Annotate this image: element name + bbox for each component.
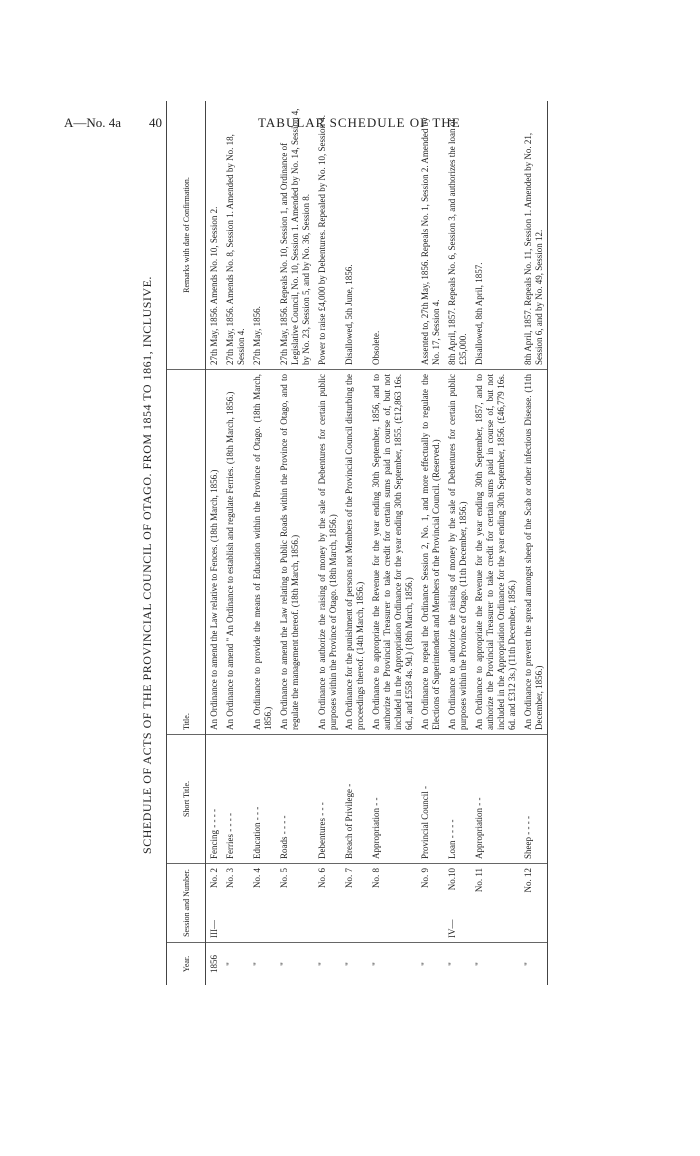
- cell-session: [206, 864, 223, 943]
- cell-title: An Ordinance to amend the Law relating to Public Roads within the Province of Otago, and to regulate the management thereof. (18th March, 1856.): [276, 370, 314, 735]
- cell-session: [471, 864, 520, 943]
- table-header-row: [167, 101, 206, 985]
- table-row: [520, 101, 548, 985]
- cell-remarks: Power to raise £4,000 by Debentures. Repealed by No. 10, Session 4.: [314, 101, 341, 370]
- session-number: IV—: [447, 919, 457, 938]
- cell-title: An Ordinance to provide the means of Education within the Province of Otago. (18th March, 1856.): [249, 370, 276, 735]
- cell-title: An Ordinance to authorize the raising of money by the sale of Debentures for certain public purposes within the Province of Otago. (18th March, 1856.): [314, 370, 341, 735]
- table-row: [314, 101, 341, 985]
- cell-year: ": [279, 962, 289, 966]
- ordinance-number: No. 12: [523, 868, 533, 893]
- cell-session: [314, 864, 341, 943]
- cell-year: ": [225, 962, 235, 966]
- cell-year: ": [317, 962, 327, 966]
- cell-session: [222, 864, 249, 943]
- cell-short-title: Roads - - - -: [276, 735, 314, 864]
- cell-year: ": [474, 962, 484, 966]
- cell-remarks: 27th May, 1856. Repeals No. 10, Session 1, and Ordinance of Legislative Council, No. 10, Session 1. Amended by No. 14, Session 4, by No. 23, Session 5, and by No. 36, Session 8.: [276, 101, 314, 370]
- table-row: [206, 101, 223, 985]
- cell-short-title: Ferries - - - -: [222, 735, 249, 864]
- cell-title: An Ordinance to authorize the raising of money by the sale of Debentures for certain public purposes within the Province of Otago. (11th December, 1856.): [444, 370, 471, 735]
- running-title: TABULAR SCHEDULE OF THE: [258, 115, 461, 130]
- ordinance-number: No. 8: [371, 868, 381, 888]
- col-remarks: Remarks with date of Confirmation.: [167, 101, 206, 370]
- ordinance-number: No. 11: [474, 868, 484, 893]
- cell-session: [368, 864, 417, 943]
- cell-remarks: Disallowed, 8th April, 1857.: [471, 101, 520, 370]
- cell-remarks: 27th May, 1856. Amends No. 8, Session 1. Amended by No. 18, Session 4.: [222, 101, 249, 370]
- cell-short-title: Appropriation - -: [471, 735, 520, 864]
- cell-short-title: Sheep - - - -: [520, 735, 548, 864]
- table-row: [341, 101, 368, 985]
- cell-remarks: Disallowed, 5th June, 1856.: [341, 101, 368, 370]
- table-row: [417, 101, 444, 985]
- table-row: [249, 101, 276, 985]
- cell-year: ": [252, 962, 262, 966]
- cell-remarks: Assented to, 27th May, 1856. Repeals No. 1, Session 2. Amended by No. 17, Session 4.: [417, 101, 444, 370]
- cell-session: [417, 864, 444, 943]
- cell-title: An Ordinance to amend " An Ordinance to establish and regulate Ferries. (18th March, 1856.): [222, 370, 249, 735]
- ordinance-number: No. 5: [279, 868, 289, 888]
- schedule-caption: SCHEDULE OF ACTS OF THE PROVINCIAL COUNCIL OF OTAGO. FROM 1854 TO 1861, INCLUSIVE.: [140, 276, 154, 854]
- cell-remarks: 27th May, 1856.: [249, 101, 276, 370]
- cell-year: ": [371, 962, 381, 966]
- cell-session: [341, 864, 368, 943]
- cell-short-title: Breach of Privilege -: [341, 735, 368, 864]
- ordinance-number: No. 4: [252, 868, 262, 888]
- cell-session: [276, 864, 314, 943]
- cell-short-title: Appropriation - -: [368, 735, 417, 864]
- cell-session: [520, 864, 548, 943]
- cell-title: An Ordinance to prevent the spread amongst sheep of the Scab or other infectious Disease. (11th December, 1856.): [520, 370, 548, 735]
- cell-year: 1856: [209, 955, 219, 973]
- document-reference: A—No. 4a: [64, 115, 122, 130]
- col-title: Title.: [167, 370, 206, 735]
- cell-short-title: Loan - - - -: [444, 735, 471, 864]
- col-year: Year.: [167, 943, 206, 986]
- table-body: [206, 101, 548, 985]
- ordinance-number: No. 9: [420, 868, 430, 888]
- cell-year: ": [520, 943, 548, 986]
- ordinance-number: No. 6: [317, 868, 327, 888]
- cell-short-title: Education - - -: [249, 735, 276, 864]
- ordinance-number: No. 2: [209, 868, 219, 888]
- col-short-title: Short Title.: [167, 735, 206, 864]
- cell-year: ": [344, 962, 354, 966]
- table-row: [276, 101, 314, 985]
- col-session: Session and Number.: [167, 864, 206, 943]
- cell-short-title: Debentures - - -: [314, 735, 341, 864]
- session-number: III—: [209, 920, 219, 938]
- cell-session: [249, 864, 276, 943]
- cell-short-title: Provincial Council -: [417, 735, 444, 864]
- table-row: [368, 101, 417, 985]
- ordinance-number: No. 3: [225, 868, 235, 888]
- cell-remarks: 8th April, 1857. Repeals No. 6, Session 3, and authorizes the loan of £35,000.: [444, 101, 471, 370]
- cell-remarks: 27th May, 1856. Amends No. 10, Session 2.: [206, 101, 223, 370]
- cell-remarks: Obsolete.: [368, 101, 417, 370]
- page-number: 40: [149, 115, 162, 130]
- schedule-table: [166, 101, 548, 985]
- cell-title: An Ordinance to appropriate the Revenue for the year ending 30th September, 1856, and to authorize the Provincial Treasurer to take credit for certain sums paid in course of, but not included in the Appropriation Ordinance for the year ending 30th September, 1855. (£12,863 16s. 6d., and £558 4s. 9d.) (18th March, 1856.): [368, 370, 417, 735]
- cell-title: An Ordinance to appropriate the Revenue for the year ending 30th September, 1857, and to authorize the Provincial Treasurer to take credit for certain sums paid in course of, but not included in the Appropriation Ordinance for the year ending 30th September, 1856. (£46,779 16s. 6d. and £312 3s.) (11th December, 1856.): [471, 370, 520, 735]
- ordinance-number: No.10: [447, 868, 457, 891]
- cell-session: [444, 864, 471, 943]
- cell-year: ": [447, 962, 457, 966]
- table-row: [471, 101, 520, 985]
- table-row: [444, 101, 471, 985]
- cell-remarks: 8th April, 1857. Repeals No. 11, Session 1. Amended by No. 21, Session 6, and by No. 49, Session 12.: [520, 101, 548, 370]
- cell-title: An Ordinance to amend the Law relative to Fences. (18th March, 1856.): [206, 370, 223, 735]
- cell-year: ": [420, 962, 430, 966]
- table-row: [222, 101, 249, 985]
- ordinance-number: No. 7: [344, 868, 354, 888]
- cell-title: An Ordinance to repeal the Ordinance Session 2, No. 1, and more effectually to regulate the Elections of Superintendent and Members of the Provincial Council. (Reserved.): [417, 370, 444, 735]
- cell-short-title: Fencing - - - -: [206, 735, 223, 864]
- cell-title: An Ordinance for the punishment of persons not Members of the Provincial Council disturbing the proceedings thereof. (14th March, 1856.): [341, 370, 368, 735]
